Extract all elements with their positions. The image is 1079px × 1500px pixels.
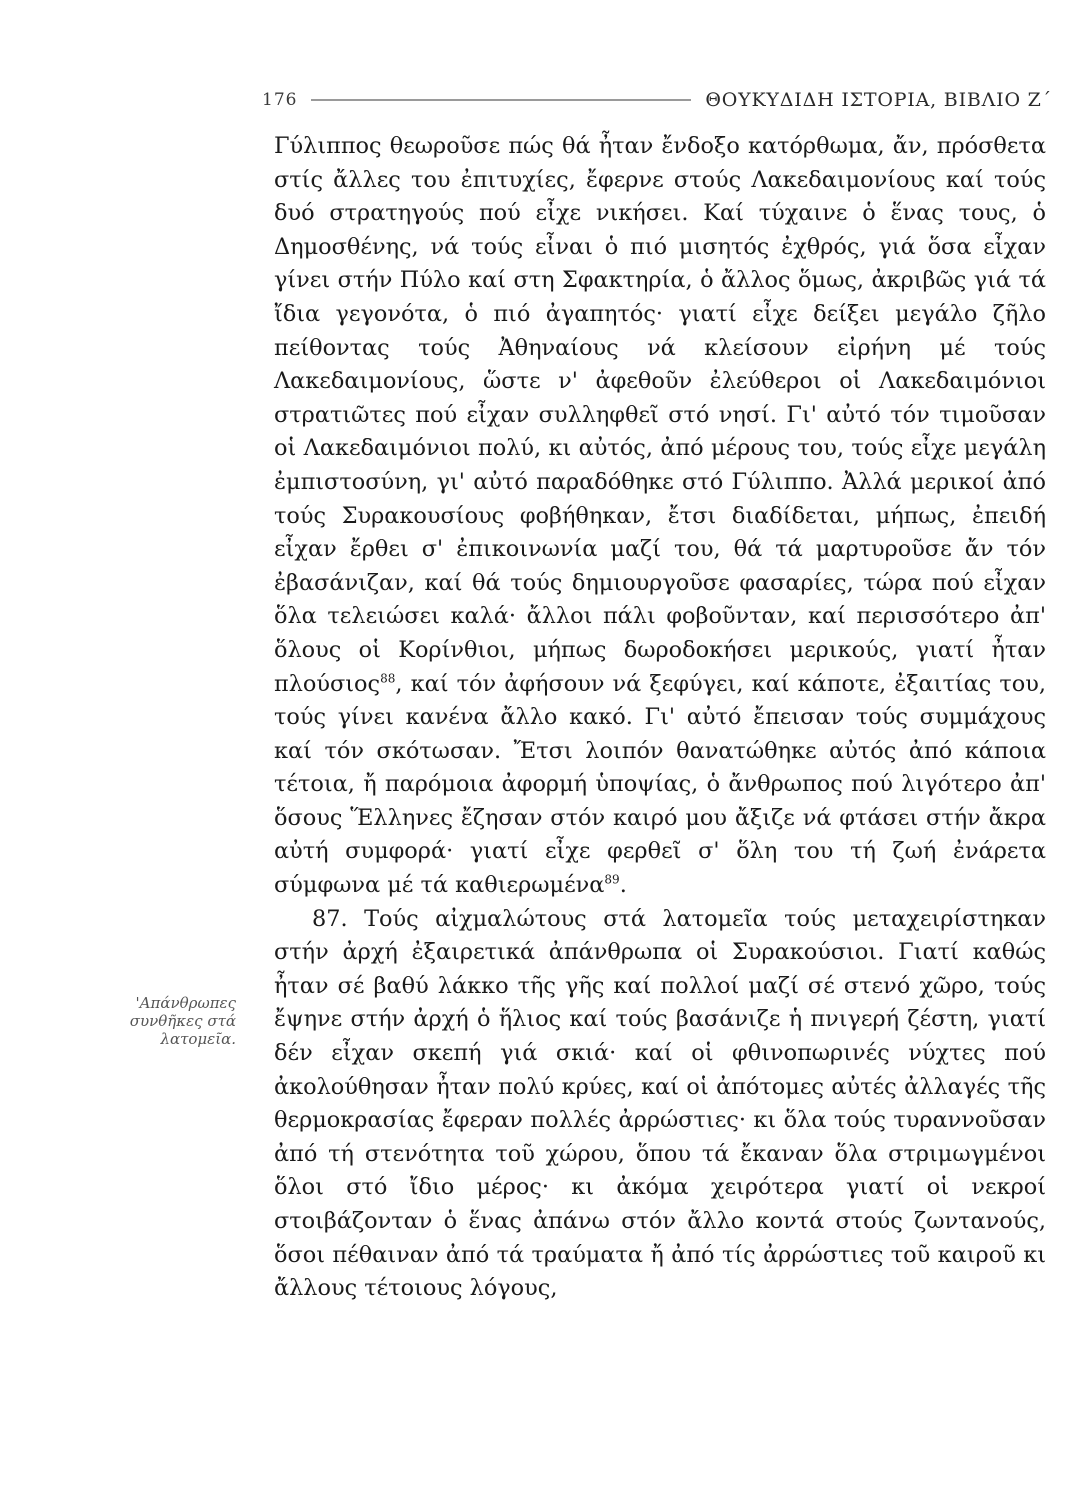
footnote-ref-88[interactable]: 88 bbox=[380, 671, 396, 686]
paragraph-87 bbox=[274, 903, 1046, 1306]
paragraph-text: . bbox=[619, 872, 627, 899]
header-rule bbox=[311, 99, 691, 101]
margin-note: 'Απάνθρωπες συνθῆκες στά λατομεῖα. bbox=[129, 994, 236, 1048]
paragraph-text: , καί τόν ἀφήσουν νά ξεφύγει, καί κάποτε, ἐξαιτίας του, τούς γίνει κανένα ἄλλο κακό. Γι' αὐτό ἔπεισαν τούς συμμάχους καί τόν σκότωσαν. Ἔτσι λοιπόν θανατώθηκε αὐτός ἀπό κάποια τέτοια, ἤ παρόμοια ἀφορμή ὑποψίας, ὁ ἄνθρωπος πού λιγότερο ἀπ' ὅσους Ἕλληνες ἔζησαν στόν καιρό μου ἄξιζε νά φτάσει στήν ἄκρα αὐτή συμφορά· γιατί εἶχε φερθεῖ σ' ὅλη του τή ζωή ἐνάρετα σύμφωνα μέ τά καθιερωμένα bbox=[274, 670, 1046, 899]
paragraph-continued bbox=[274, 130, 1046, 903]
footnote-ref-89[interactable]: 89 bbox=[604, 872, 620, 887]
running-header bbox=[262, 86, 1052, 114]
paragraph-text: Γύλιππος θεωροῦσε πώς θά ἦταν ἔνδοξο κατόρθωμα, ἄν, πρόσθετα στίς ἄλλες του ἐπιτυχίες, ἔφερνε στούς Λακεδαιμονίους καί τούς δυό στρατηγούς πού εἶχε νικήσει. Καί τύχαινε ὁ ἕνας τους, ὁ Δημοσθένης, νά τούς εἶναι ὁ πιό μισητός ἐχθρός, γιά ὅσα εἶχαν γίνει στήν Πύλο καί στη Σφακτηρία, ὁ ἄλλος ὅμως, ἀκριβῶς γιά τά ἴδια γεγονότα, ὁ πιό ἀγαπητός· γιατί εἶχε δείξει μεγάλο ζῆλο πείθοντας τούς Ἀθηναίους νά κλείσουν εἰρήνη μέ τούς Λακεδαιμονίους, ὥστε ν' ἀφεθοῦν ἐλεύθεροι οἱ Λακεδαιμόνιοι στρατιῶτες πού εἶχαν συλληφθεῖ στό νησί. Γι' αὐτό τόν τιμοῦσαν οἱ Λακεδαιμόνιοι πολύ, κι αὐτός, ἀπό μέρους του, τούς εἶχε μεγάλη ἐμπιστοσύνη, γι' αὐτό παραδόθηκε στό Γύλιππο. Ἀλλά μερικοί ἀπό τούς Συρακουσίους φοβήθηκαν, ἔτσι διαδίδεται, μήπως, ἐπειδή εἶχαν ἔρθει σ' ἐπικοινωνία μαζί του, θά τά μαρτυροῦσε ἄν τόν ἐβασάνιζαν, καί θά τούς δημιουργοῦσε φασαρίες, τώρα πού εἶχαν ὅλα τελειώσει καλά· ἄλλοι πάλι φοβοῦνταν, καί περισσότερο ἀπ' ὅλους οἱ Κορίνθιοι, μήπως δωροδοκήσει μερικούς, γιατί ἦταν πλούσιος bbox=[274, 133, 1046, 697]
running-title: ΘΟΥΚΥΔΙΔΗ ΙΣΤΟΡΙΑ, ΒΙΒΛΙΟ Ζ΄ bbox=[705, 89, 1052, 111]
paragraph-text: 87. Τούς αἰχμαλώτους στά λατομεῖα τούς μεταχειρίστηκαν στήν ἀρχή ἐξαιρετικά ἀπάνθρωπα οἱ Συρακούσιοι. Γιατί καθώς ἦταν σέ βαθύ λάκκο τῆς γῆς καί πολλοί μαζί σέ στενό χῶρο, τούς ἔψηνε στήν ἀρχή ὁ ἥλιος καί τούς βασάνιζε ἡ πνιγερή ζέστη, γιατί δέν εἶχαν σκεπή γιά σκιά· καί οἱ φθινοπωρινές νύχτες πού ἀκολούθησαν ἦταν πολύ κρύες, καί οἱ ἀπότομες αὐτές ἀλλαγές τῆς θερμοκρασίας ἔφεραν πολλές ἀρρώστιες· κι ὅλα τούς τυραννοῦσαν ἀπό τή στενότητα τοῦ χώρου, ὅπου τά ἔκαναν ὅλα στριμωγμένοι ὅλοι στό ἴδιο μέρος· κι ἀκόμα χειρότερα γιατί οἱ νεκροί στοιβάζονταν ὁ ἕνας ἀπάνω στόν ἄλλο κοντά στούς ζωντανούς, ὅσοι πέθαιναν ἀπό τά τραύματα ἤ ἀπό τίς ἀρρώστιες τοῦ καιροῦ κι ἄλλους τέτοιους λόγους, bbox=[274, 905, 1046, 1302]
body-text bbox=[274, 130, 1046, 1306]
page-number: 176 bbox=[262, 90, 298, 110]
